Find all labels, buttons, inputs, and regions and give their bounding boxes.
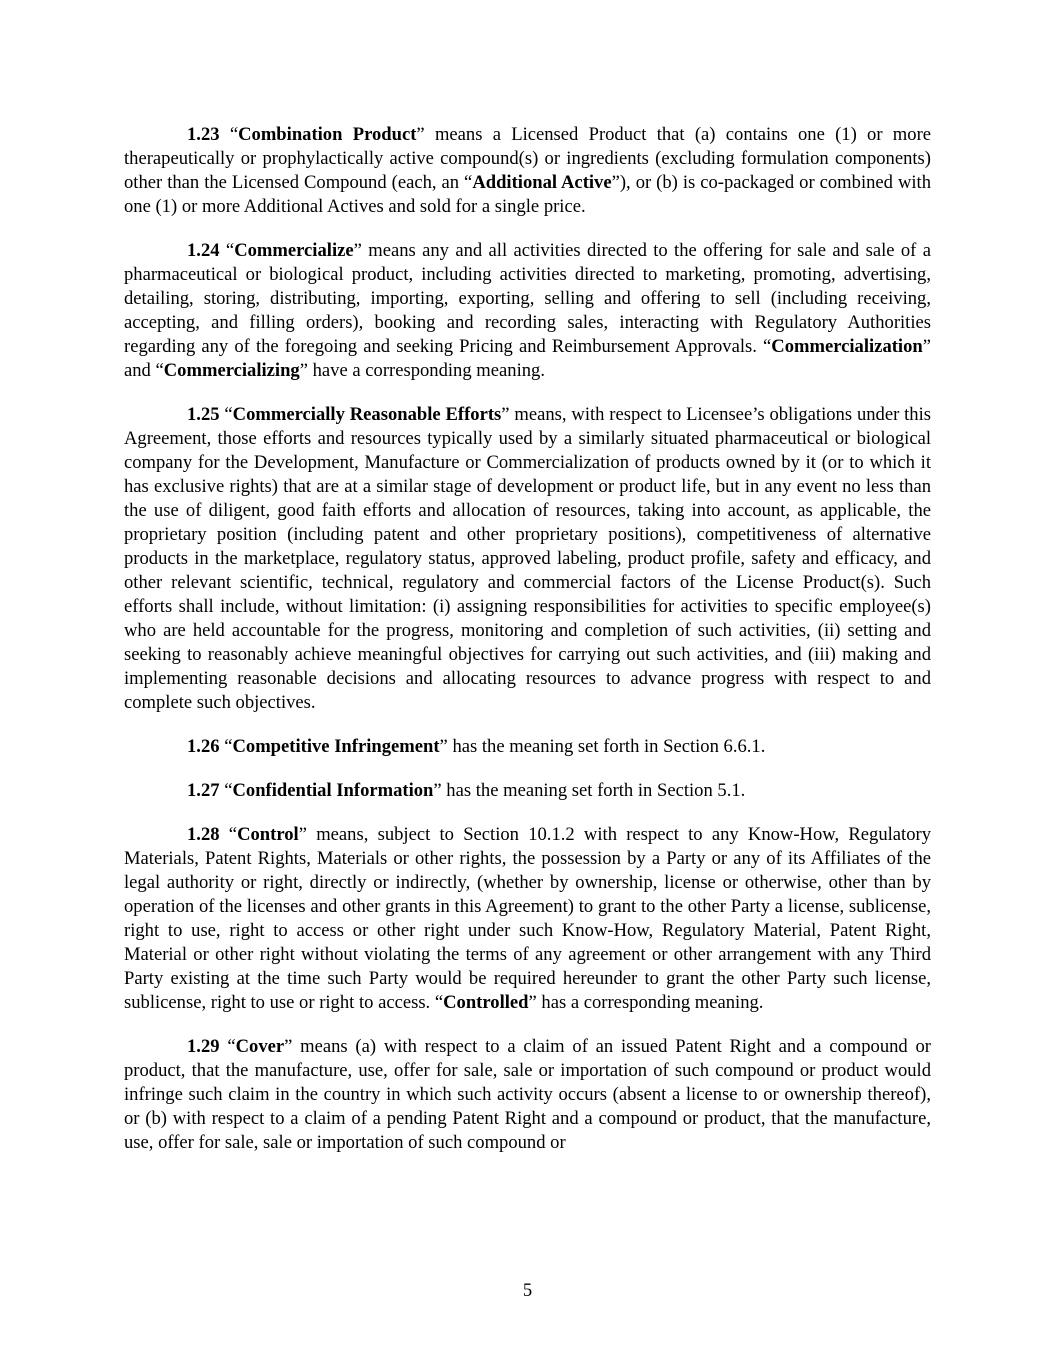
paragraph-text: ”), or (b) is co-packaged or combined with one (1) or more Additional Actives and sold for a single price. [124,172,931,217]
paragraph-text: “ [224,736,233,757]
paragraph-text: “ [228,824,238,845]
page-number: 5 [522,1280,533,1301]
paragraph-text: ” means, with respect to Licensee’s obligations under this Agreement, those efforts and resources typically used by a similarly situated pharmaceutical or biological company for the Development, Manufacture or Commercialization of products owned by it (or to which it has exclusive rights) that are at a similar stage of development or product life, but in any event no less than the use of diligent, good faith efforts and allocation of resources, taking into account, as applicable, the proprietary position (including patent and other proprietary positions), competitiveness of alternative products in the marketplace, regulatory status, approved labeling, product profile, safety and efficacy, and other relevant scientific, technical, regulatory and commercial factors of the License Product(s). Such efforts shall include, without limitation: (i) assigning responsibilities for activities to specific employee(s) who are held accountable for the progress, monitoring and completion of such activities, (ii) setting and seeking to reasonably achieve meaningful objectives for carrying out such activities, and (iii) making and implementing reasonable decisions and allocating resources to advance progress with respect to and complete such objectives. [124,404,931,713]
paragraph-text: ” and “ [124,336,931,381]
defined-term: Commercialization [771,336,923,357]
paragraph-text: ” have a corresponding meaning. [299,360,545,381]
document-body [124,123,931,1175]
defined-term: Competitive Infringement [232,736,440,757]
section-number: 1.29 [187,1036,220,1057]
section-number: 1.27 [187,780,220,801]
section-number: 1.28 [187,824,220,845]
definition-paragraph [124,403,931,715]
paragraph-text: ” means (a) with respect to a claim of an issued Patent Right and a compound or product, that the manufacture, use, offer for sale, sale or importation of such compound or product would infringe such claim in the country in which such activity occurs (absent a license to or ownership thereof), or (b) with respect to a claim of a pending Patent Right and a compound or product, that the manufacture, use, offer for sale, sale or importation of such compound or [124,1036,931,1153]
defined-term: Commercialize [234,240,354,261]
defined-term: Cover [235,1036,285,1057]
definition-paragraph [124,823,931,1015]
paragraph-text: ” has a corresponding meaning. [528,992,764,1013]
definition-paragraph [124,779,931,803]
definition-paragraph [124,735,931,759]
paragraph-text: ” means a Licensed Product that (a) contains one (1) or more therapeutically or prophylactically active compound(s) or ingredients (excluding formulation components) other than the Licensed Compound (each, an “ [124,124,932,193]
defined-term: Commercially Reasonable Efforts [232,404,502,425]
paragraph-text: ” has the meaning set forth in Section 6.6.1. [439,736,766,757]
section-number: 1.24 [187,240,220,261]
paragraph-text: “ [229,124,239,145]
definition-paragraph [124,1035,931,1155]
paragraph-text: ” has the meaning set forth in Section 5.1. [433,780,746,801]
section-number: 1.26 [187,736,220,757]
defined-term: Confidential Information [232,780,434,801]
section-number: 1.23 [187,124,220,145]
definition-paragraph [124,123,931,219]
paragraph-text: “ [225,240,235,261]
defined-term: Commercializing [163,360,300,381]
defined-term: Additional Active [472,172,612,193]
paragraph-text: “ [224,780,233,801]
defined-term: Control [237,824,299,845]
paragraph-text: ” means any and all activities directed to the offering for sale and sale of a pharmaceutical or biological product, including activities directed to marketing, promoting, advertising, detailing, storing, distributing, importing, exporting, selling and offering to sell (including receiving, accepting, and filling orders), booking and recording sales, interacting with Regulatory Authorities regarding any of the foregoing and seeking Pricing and Reimbursement Approvals. “ [124,240,931,357]
paragraph-text: “ [224,404,233,425]
defined-term: Controlled [443,992,529,1013]
paragraph-text: “ [227,1036,236,1057]
defined-term: Combination Product [238,124,417,145]
definition-paragraph [124,239,931,383]
section-number: 1.25 [187,404,220,425]
paragraph-text: ” means, subject to Section 10.1.2 with respect to any Know-How, Regulatory Materials, Patent Rights, Materials or other rights, the possession by a Party or any of its Affiliates of the legal authority or right, directly or indirectly, (whether by ownership, license or otherwise, other than by operation of the licenses and other grants in this Agreement) to grant to the other Party a license, sublicense, right to use, right to access or other right under such Know-How, Regulatory Material, Patent Right, Material or other right without violating the terms of any agreement or other arrangement with any Third Party existing at the time such Party would be required hereunder to grant the other Party such license, sublicense, right to use or right to access. “ [124,824,931,1013]
